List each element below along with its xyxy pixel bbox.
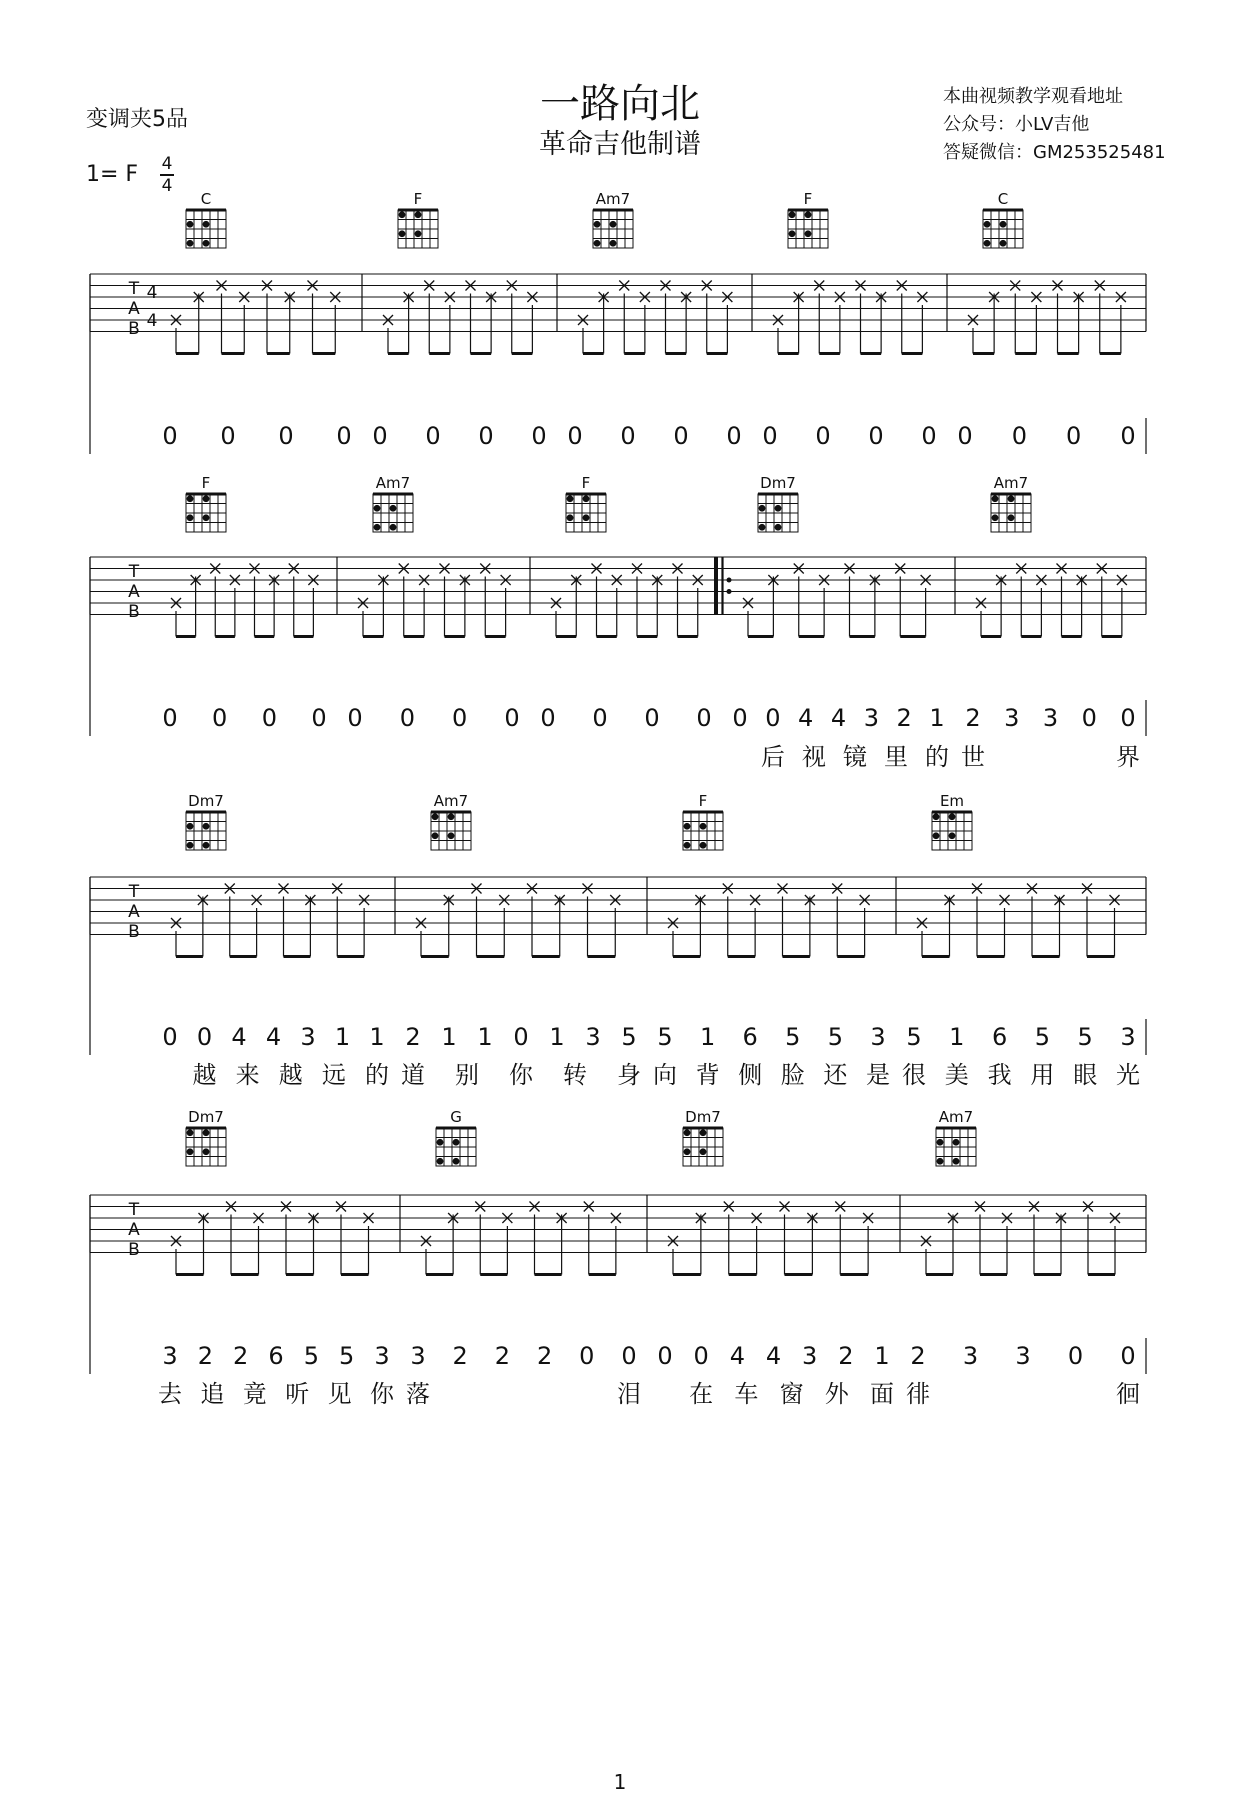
lyric-char: 别 xyxy=(455,1061,479,1089)
jianpu-note: 0 xyxy=(1120,704,1136,732)
chord-finger-dot xyxy=(390,505,397,512)
jianpu-note: 1 xyxy=(441,1023,457,1051)
chord-finger-dot xyxy=(700,1148,707,1155)
jianpu-note: 0 xyxy=(726,422,742,450)
chord-diagram xyxy=(593,190,633,248)
lyric-char: 去 xyxy=(158,1380,182,1408)
jianpu-note: 5 xyxy=(657,1023,673,1051)
chord-finger-dot xyxy=(937,1158,944,1165)
lyric-char: 后 xyxy=(760,743,785,771)
jianpu-note: 5 xyxy=(621,1023,637,1051)
chord-finger-dot xyxy=(610,221,617,228)
chord-diagram xyxy=(566,474,606,532)
tab-time-sig-bottom: 4 xyxy=(146,311,158,331)
chord-name-label: Dm7 xyxy=(188,1108,224,1126)
jianpu-note: 4 xyxy=(231,1023,247,1051)
tab-clef-a: A xyxy=(128,902,140,922)
jianpu-note: 0 xyxy=(1011,422,1027,450)
chord-finger-dot xyxy=(415,230,422,237)
jianpu-note: 0 xyxy=(657,1342,673,1370)
chord-finger-dot xyxy=(203,842,210,849)
chord-finger-dot xyxy=(594,240,601,247)
chord-finger-dot xyxy=(775,505,782,512)
jianpu-note: 5 xyxy=(1034,1023,1051,1051)
chord-finger-dot xyxy=(992,514,999,521)
jianpu-note: 3 xyxy=(870,1023,886,1051)
lyric-char: 外 xyxy=(824,1380,849,1408)
jianpu-note: 5 xyxy=(906,1023,922,1051)
system-1 xyxy=(90,274,1146,454)
chord-finger-dot xyxy=(567,495,574,502)
jianpu-note: 0 xyxy=(196,1023,213,1051)
chord-finger-dot xyxy=(448,832,455,839)
lyric-char: 还 xyxy=(823,1061,848,1089)
chord-diagram xyxy=(932,792,972,850)
jianpu-note: 1 xyxy=(369,1023,385,1051)
time-sig-bottom: 4 xyxy=(161,175,173,196)
jianpu-note: 0 xyxy=(921,422,937,450)
jianpu-note: 3 xyxy=(410,1342,426,1370)
jianpu-note: 3 xyxy=(962,1342,979,1370)
jianpu-note: 0 xyxy=(220,422,236,450)
chord-name-label: C xyxy=(200,190,212,208)
jianpu-note: 1 xyxy=(949,1023,965,1051)
chord-name-label: Em xyxy=(939,792,965,810)
jianpu-note: 0 xyxy=(311,704,327,732)
jianpu-note: 0 xyxy=(567,422,583,450)
jianpu-note: 0 xyxy=(261,704,277,732)
chord-finger-dot xyxy=(789,211,796,218)
jianpu-note: 2 xyxy=(896,704,912,732)
jianpu-note: 0 xyxy=(1067,1342,1084,1370)
chord-finger-dot xyxy=(805,211,812,218)
jianpu-note: 2 xyxy=(838,1342,854,1370)
lyric-char: 光 xyxy=(1116,1061,1140,1089)
jianpu-note: 0 xyxy=(540,704,556,732)
jianpu-note: 0 xyxy=(644,704,660,732)
jianpu-note: 3 xyxy=(802,1342,818,1370)
jianpu-note: 1 xyxy=(874,1342,890,1370)
chord-finger-dot xyxy=(700,842,707,849)
chord-name-label: Am7 xyxy=(938,1108,974,1126)
lyric-char: 很 xyxy=(902,1061,926,1089)
chord-finger-dot xyxy=(984,240,991,247)
chord-finger-dot xyxy=(949,813,956,820)
jianpu-note: 0 xyxy=(336,422,352,450)
chord-finger-dot xyxy=(949,832,956,839)
tab-clef-b: B xyxy=(128,922,140,942)
chord-diagram xyxy=(788,190,828,248)
chord-finger-dot xyxy=(187,221,194,228)
chord-finger-dot xyxy=(187,1148,194,1155)
system-4 xyxy=(90,1195,1146,1408)
chord-name-label: F xyxy=(201,474,211,492)
jianpu-note: 1 xyxy=(549,1023,565,1051)
jianpu-note: 3 xyxy=(374,1342,390,1370)
chord-finger-dot xyxy=(374,524,381,531)
tab-clef-a: A xyxy=(128,1220,140,1240)
jianpu-note: 0 xyxy=(162,1023,178,1051)
chord-name-label: Am7 xyxy=(433,792,469,810)
jianpu-note: 3 xyxy=(1015,1342,1031,1370)
jianpu-note: 4 xyxy=(765,1342,782,1370)
chord-diagram xyxy=(373,474,413,532)
lyric-char: 是 xyxy=(866,1061,890,1089)
jianpu-note: 0 xyxy=(696,704,712,732)
chord-finger-dot xyxy=(684,842,691,849)
chord-diagram xyxy=(991,474,1031,532)
system-3 xyxy=(90,877,1146,1089)
lyric-char: 转 xyxy=(563,1061,587,1089)
tab-clef-b: B xyxy=(128,1240,140,1260)
jianpu-note: 0 xyxy=(1066,422,1082,450)
chord-name-label: F xyxy=(698,792,708,810)
lyric-char: 在 xyxy=(689,1380,714,1408)
chord-name-label: F xyxy=(413,190,423,208)
chord-finger-dot xyxy=(700,823,707,830)
jianpu-note: 0 xyxy=(765,704,781,732)
lyric-char: 竟 xyxy=(242,1380,267,1408)
lyric-char: 侧 xyxy=(738,1061,763,1089)
jianpu-note: 0 xyxy=(868,422,884,450)
repeat-dot xyxy=(727,589,732,594)
tab-clef-t: T xyxy=(128,562,140,582)
jianpu-note: 0 xyxy=(620,422,636,450)
tab-time-sig-top: 4 xyxy=(146,283,158,303)
lyric-char: 的 xyxy=(925,743,949,771)
jianpu-note: 0 xyxy=(425,422,441,450)
chord-finger-dot xyxy=(992,495,999,502)
jianpu-note: 3 xyxy=(585,1023,601,1051)
lyric-char: 来 xyxy=(235,1061,260,1089)
song-subtitle: 革命吉他制谱 xyxy=(539,129,701,160)
jianpu-note: 0 xyxy=(372,422,388,450)
chord-finger-dot xyxy=(953,1139,960,1146)
jianpu-note: 3 xyxy=(1120,1023,1136,1051)
info-line-account: 公众号：小LV吉他 xyxy=(943,114,1090,135)
jianpu-note: 2 xyxy=(910,1342,926,1370)
chord-finger-dot xyxy=(759,505,766,512)
lyric-char: 视 xyxy=(801,743,826,771)
jianpu-note: 0 xyxy=(732,704,748,732)
lyric-char: 里 xyxy=(883,743,908,771)
system-2 xyxy=(90,557,1146,771)
tab-clef-t: T xyxy=(128,1200,140,1220)
lyric-char: 向 xyxy=(653,1061,677,1089)
chord-finger-dot xyxy=(610,240,617,247)
chord-finger-dot xyxy=(684,823,691,830)
jianpu-note: 2 xyxy=(197,1342,213,1370)
chord-finger-dot xyxy=(759,524,766,531)
chord-finger-dot xyxy=(937,1139,944,1146)
chord-finger-dot xyxy=(775,524,782,531)
tab-clef-a: A xyxy=(128,582,140,602)
chord-diagram xyxy=(436,1108,476,1166)
chord-finger-dot xyxy=(187,1129,194,1136)
jianpu-note: 1 xyxy=(929,704,945,732)
chord-finger-dot xyxy=(684,1148,691,1155)
chord-diagram xyxy=(936,1108,976,1166)
lyric-char: 车 xyxy=(734,1380,759,1408)
jianpu-note: 2 xyxy=(405,1023,421,1051)
page-number: 1 xyxy=(613,1770,627,1794)
chord-finger-dot xyxy=(187,842,194,849)
jianpu-note: 2 xyxy=(494,1342,511,1370)
jianpu-note: 0 xyxy=(579,1342,595,1370)
jianpu-note: 1 xyxy=(334,1023,351,1051)
jianpu-note: 1 xyxy=(477,1023,493,1051)
lyric-char: 窗 xyxy=(779,1380,804,1408)
jianpu-note: 2 xyxy=(452,1342,468,1370)
chord-finger-dot xyxy=(187,514,194,521)
jianpu-note: 2 xyxy=(965,704,981,732)
jianpu-note: 0 xyxy=(347,704,363,732)
chord-finger-dot xyxy=(453,1139,460,1146)
chord-finger-dot xyxy=(1000,221,1007,228)
chord-finger-dot xyxy=(203,221,210,228)
lyric-char: 徊 xyxy=(1116,1380,1140,1408)
jianpu-note: 0 xyxy=(957,422,973,450)
lyric-char: 泪 xyxy=(617,1380,641,1408)
chord-name-label: Dm7 xyxy=(760,474,796,492)
jianpu-note: 1 xyxy=(699,1023,716,1051)
lyric-char: 脸 xyxy=(780,1061,805,1089)
chord-finger-dot xyxy=(700,1129,707,1136)
song-title: 一路向北 xyxy=(540,81,700,127)
key-signature: 1= F xyxy=(86,162,139,187)
chord-name-label: F xyxy=(581,474,591,492)
lyric-char: 越 xyxy=(192,1061,217,1089)
capo-label: 变调夹5品 xyxy=(86,107,188,132)
lyric-char: 远 xyxy=(321,1061,346,1089)
chord-finger-dot xyxy=(203,495,210,502)
jianpu-note: 0 xyxy=(513,1023,529,1051)
chord-name-label: Am7 xyxy=(595,190,631,208)
lyric-char: 的 xyxy=(365,1061,389,1089)
tab-clef-a: A xyxy=(128,299,140,319)
lyric-char: 见 xyxy=(327,1380,352,1408)
chord-finger-dot xyxy=(1008,495,1015,502)
jianpu-note: 0 xyxy=(478,422,494,450)
jianpu-note: 6 xyxy=(268,1342,284,1370)
chord-name-label: Am7 xyxy=(375,474,411,492)
chord-finger-dot xyxy=(583,514,590,521)
chord-finger-dot xyxy=(399,230,406,237)
repeat-dot xyxy=(727,578,732,583)
lyric-char: 我 xyxy=(987,1061,1012,1089)
chord-finger-dot xyxy=(203,1148,210,1155)
jianpu-note: 3 xyxy=(1042,704,1059,732)
chord-finger-dot xyxy=(415,211,422,218)
jianpu-note: 0 xyxy=(592,704,608,732)
jianpu-note: 5 xyxy=(1077,1023,1093,1051)
lyric-char: 世 xyxy=(961,743,985,771)
jianpu-note: 3 xyxy=(1004,704,1020,732)
chord-diagram xyxy=(186,190,226,248)
jianpu-note: 0 xyxy=(621,1342,637,1370)
lyric-char: 徘 xyxy=(906,1380,930,1408)
jianpu-note: 3 xyxy=(863,704,879,732)
chord-diagram xyxy=(186,792,226,850)
jianpu-note: 5 xyxy=(303,1342,319,1370)
jianpu-note: 0 xyxy=(399,704,415,732)
chord-finger-dot xyxy=(390,524,397,531)
jianpu-note: 0 xyxy=(1120,422,1136,450)
chord-diagram xyxy=(186,474,226,532)
chord-finger-dot xyxy=(448,813,455,820)
jianpu-note: 2 xyxy=(233,1342,249,1370)
chord-finger-dot xyxy=(583,495,590,502)
chord-name-label: C xyxy=(997,190,1009,208)
lyric-char: 美 xyxy=(944,1061,969,1089)
lyric-char: 你 xyxy=(370,1380,394,1408)
jianpu-note: 0 xyxy=(278,422,294,450)
chord-finger-dot xyxy=(187,240,194,247)
lyric-char: 眼 xyxy=(1073,1061,1098,1089)
jianpu-note: 0 xyxy=(162,704,178,732)
chord-name-label: Dm7 xyxy=(685,1108,721,1126)
chord-finger-dot xyxy=(203,1129,210,1136)
chord-finger-dot xyxy=(399,211,406,218)
chord-finger-dot xyxy=(187,495,194,502)
jianpu-note: 0 xyxy=(531,422,547,450)
jianpu-note: 0 xyxy=(673,422,689,450)
chord-finger-dot xyxy=(594,221,601,228)
lyric-char: 落 xyxy=(406,1380,430,1408)
jianpu-note: 4 xyxy=(798,704,814,732)
chord-name-label: F xyxy=(803,190,813,208)
chord-finger-dot xyxy=(984,221,991,228)
chord-finger-dot xyxy=(203,240,210,247)
chord-finger-dot xyxy=(805,230,812,237)
jianpu-note: 6 xyxy=(742,1023,758,1051)
lyric-char: 听 xyxy=(285,1380,310,1408)
jianpu-note: 0 xyxy=(693,1342,709,1370)
tab-clef-b: B xyxy=(128,602,140,622)
jianpu-note: 0 xyxy=(212,704,228,732)
time-sig-top: 4 xyxy=(161,154,173,174)
chord-diagram xyxy=(431,792,471,850)
tab-clef-t: T xyxy=(128,882,140,902)
lyric-char: 道 xyxy=(401,1061,425,1089)
tab-clef-b: B xyxy=(128,319,140,339)
jianpu-note: 5 xyxy=(339,1342,355,1370)
lyric-char: 面 xyxy=(870,1380,894,1408)
chord-finger-dot xyxy=(684,1129,691,1136)
jianpu-note: 0 xyxy=(762,422,778,450)
jianpu-note: 5 xyxy=(827,1023,844,1051)
jianpu-note: 0 xyxy=(1120,1342,1136,1370)
lyric-char: 你 xyxy=(509,1061,533,1089)
lyric-char: 界 xyxy=(1116,743,1140,771)
jianpu-note: 2 xyxy=(536,1342,553,1370)
info-line-wechat: 答疑微信：GM253525481 xyxy=(943,142,1166,163)
jianpu-note: 3 xyxy=(162,1342,178,1370)
chord-name-label: Dm7 xyxy=(188,792,224,810)
chord-diagram xyxy=(398,190,438,248)
jianpu-note: 5 xyxy=(785,1023,801,1051)
chord-finger-dot xyxy=(953,1158,960,1165)
chord-finger-dot xyxy=(1008,514,1015,521)
lyric-char: 背 xyxy=(695,1061,720,1089)
jianpu-note: 4 xyxy=(830,704,847,732)
chord-finger-dot xyxy=(203,514,210,521)
lyric-char: 身 xyxy=(617,1061,641,1089)
tab-clef-t: T xyxy=(128,279,140,299)
jianpu-note: 4 xyxy=(729,1342,745,1370)
jianpu-note: 0 xyxy=(504,704,520,732)
lyric-char: 越 xyxy=(278,1061,303,1089)
chord-finger-dot xyxy=(432,832,439,839)
jianpu-note: 0 xyxy=(162,422,178,450)
chord-finger-dot xyxy=(187,823,194,830)
lyric-char: 镜 xyxy=(842,743,867,771)
lyric-char: 追 xyxy=(200,1380,225,1408)
chord-finger-dot xyxy=(453,1158,460,1165)
chord-diagram xyxy=(683,1108,723,1166)
chord-finger-dot xyxy=(933,813,940,820)
chord-diagram xyxy=(983,190,1023,248)
jianpu-note: 0 xyxy=(452,704,468,732)
chord-finger-dot xyxy=(203,823,210,830)
chord-finger-dot xyxy=(437,1158,444,1165)
info-line-video: 本曲视频教学观看地址 xyxy=(943,86,1123,107)
lyric-char: 用 xyxy=(1030,1061,1055,1089)
chord-diagram xyxy=(758,474,798,532)
chord-finger-dot xyxy=(374,505,381,512)
jianpu-note: 4 xyxy=(265,1023,282,1051)
chord-finger-dot xyxy=(567,514,574,521)
chord-diagram xyxy=(683,792,723,850)
chord-name-label: Am7 xyxy=(993,474,1029,492)
jianpu-note: 0 xyxy=(815,422,831,450)
jianpu-note: 3 xyxy=(300,1023,316,1051)
jianpu-note: 6 xyxy=(991,1023,1008,1051)
chord-finger-dot xyxy=(933,832,940,839)
chord-diagram xyxy=(186,1108,226,1166)
chord-finger-dot xyxy=(437,1139,444,1146)
chord-name-label: G xyxy=(450,1108,462,1126)
chord-finger-dot xyxy=(789,230,796,237)
jianpu-note: 0 xyxy=(1081,704,1097,732)
chord-finger-dot xyxy=(1000,240,1007,247)
chord-finger-dot xyxy=(432,813,439,820)
